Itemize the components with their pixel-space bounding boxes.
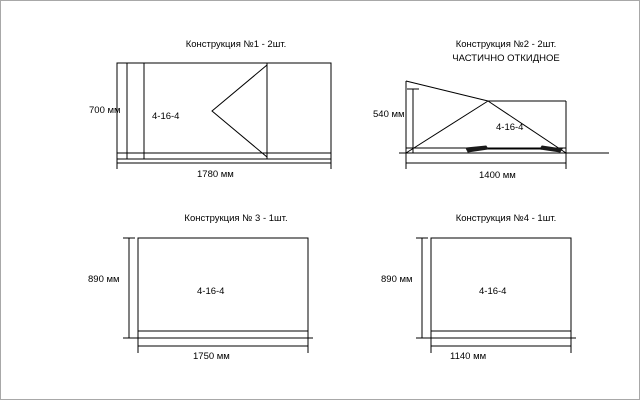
construction-2-glass-label: 4-16-4 — [496, 122, 524, 133]
construction-4-glass-label: 4-16-4 — [479, 286, 507, 297]
construction-1-title: Конструкция №1 - 2шт. — [185, 39, 287, 50]
construction-2-height-label: 540 мм — [373, 109, 405, 120]
construction-3-height-label: 890 мм — [88, 274, 120, 285]
construction-4-figure — [416, 238, 576, 353]
construction-2-subtitle: ЧАСТИЧНО ОТКИДНОЕ — [452, 53, 560, 64]
construction-3-title: Конструкция № 3 - 1шт. — [184, 213, 288, 224]
construction-3-width-label: 1750 мм — [193, 351, 230, 362]
construction-2-width-label: 1400 мм — [479, 170, 516, 181]
construction-3-glass-label: 4-16-4 — [197, 286, 225, 297]
construction-2-figure — [399, 81, 609, 169]
construction-2-title: Конструкция №2 - 2шт. — [455, 39, 557, 50]
construction-1-figure — [117, 63, 331, 169]
construction-4-height-label: 890 мм — [381, 274, 413, 285]
construction-4-width-label: 1140 мм — [450, 351, 487, 362]
construction-3-figure — [123, 238, 313, 353]
construction-1-width-label: 1780 мм — [197, 169, 234, 180]
drawing-geometry — [1, 1, 640, 401]
construction-4-title: Конструкция №4 - 1шт. — [455, 213, 557, 224]
construction-1-glass-label: 4-16-4 — [152, 111, 180, 122]
construction-1-height-label: 700 мм — [89, 105, 121, 116]
